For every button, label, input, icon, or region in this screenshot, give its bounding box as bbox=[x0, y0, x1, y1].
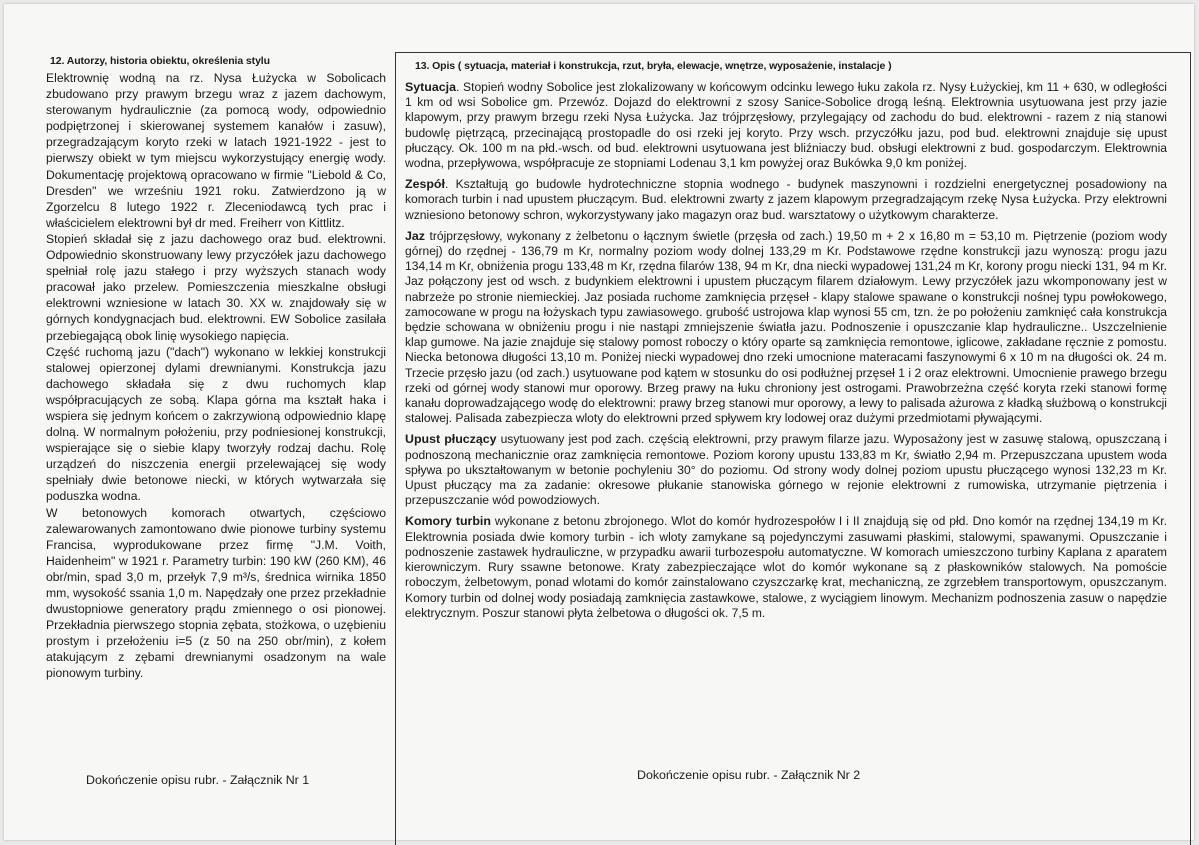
section-text: trójprzęsłowy, wykonany z żelbetonu o łącznym świetle (przęsła od zach.) 19,50 m + 2 x 16,80 m = 53,10 m. Piętrzenie (poziom wody górnej) do rzędnej - 136,79 m Kr, normalny poziom wody dolnej 133,29 m Kr. Podstawowe rzędne konstrukcji jazu wynoszą: progu jazu 134,14 m Kr, obniżenia progu 133,48 m Kr, rzędna filarów 138, 94 m Kr, dna niecki wypadowej 131,24 m Kr, korony progu niecki 131, 94 m Kr. Jaz połączony jest od wsch. z budynkiem elektrowni i upustem płuczącym filarem działowym. Lewy przyczółek jazu wkomponowany jest w nabrzeże po stronie niemieckiej. Jaz posiada ruchome zamknięcia przęseł - klapy stalowe spawane o konstrukcji nośnej typu powłokowego, zamocowane w progu na łożyskach typu zawiasowego. grubość ustrojowa klap wynosi 55 cm, tzn. że po położeniu zamknięć cała konstrukcja będzie schowana w obniżeniu progu i nie nastąpi zmniejszenie światła jazu. Podnoszenie i opuszczanie klap hydrauliczne.. Uszczelnienie klap gumowe. Na jazie znajduje się stalowy pomost roboczy o który oparte są zamknięcia remontowe, iglicowe, zakładane ręcznie z pomostu. Niecka betonowa długości 13,10 m. Poniżej niecki wypadowej dno rzeki umocnione materacami faszynowymi 6 x 10 m na długości ok. 24 m. Trzecie przęsło jazu (od zach.) usytuowane pod kątem w stosunku do osi podłużnej przęseł 1 i 2 oraz elektrowni. Umocnienie prawego brzegu rzeki od górnej wody stanowi mur oporowy. Brzeg prawy na łuku chroniony jest ostrogami. Prawobrzeżna część koryta rzeki stanowi formę kanału doprowadzającego wodę do elektrowni: prawy brzeg stanowi mur oporowy, a lewy to palisada ażurowa z kładką służbową o konstrukcji stalowej. Palisada zabezpiecza wloty do elektrowni przed spływem kry lodowej oraz dużymi przedmiotami pływającymi. bbox=[405, 228, 1167, 426]
column-divider bbox=[395, 52, 396, 845]
section-lead: Upust płuczący bbox=[405, 432, 497, 447]
section-text: usytuowany jest pod zach. częścią elektrowni, przy prawym filarze jazu. Wyposażony jest w zasuwę stalową, opuszczaną i podnoszoną mechanicznie oraz zamknięcia remontowe. Poziom korony upustu 133,83 m Kr, światło 2,94 m. Przepuszczana upustem woda spływa po ukształtowanym w betonie pochyleniu 30° do poziomu. Od strony wody dolnej poziom upustu płuczącego wynosi 132,23 m Kr. Upust płuczący ma za zadanie: okresowe płukanie stanowiska górnego w rejonie elektrowni z rumowiska, utrzymanie piętrzenia i przepuszczanie wód powodziowych. bbox=[405, 432, 1167, 508]
section-lead: Zespół bbox=[405, 177, 445, 192]
history-paragraph: Elektrownię wodną na rz. Nysa Łużycka w Sobolicach zbudowano przy prawym brzegu wraz z jazem dachowym, sterowanym hydraulicznie (za pomocą wody, odpowiednio podpiętrzonej i skierowanej systemem kanałów i zasuw), przegradzającym koryto rzeki w latach 1921-1922 - jest to pierwszy obiekt w tym miejscu wykorzystujący energię wody. Dokumentację projektową opracowano w firmie "Liebold & Co, Dresden" we wrześniu 1921 roku. Zatwierdzono ją w Zgorzelcu 8 lutego 1922 r. Zleceniodawcą tych prac i właścicielem elektrowni był dr med. Freiherr von Kittlitz. bbox=[46, 71, 386, 230]
header-rule bbox=[395, 52, 1191, 53]
history-paragraph: Część ruchomą jazu ("dach") wykonano w lekkiej konstrukcji stalowej opierzonej dylami drewnianymi. Konstrukcja jazu dachowego składała się z dwu ruchomych klap współpracujących ze sobą. Klapa górna ma kształt haka i wspiera się jednym końcem o zakrzywioną odpowiednio klapę dolną. W normalnym położeniu, przy podniesionej konstrukcji, wspierające się o siebie klapy tworzyły rodzaj dachu. Rolę urządzeń do niszczenia energii przelewającej się wody spełniały dwie betonowe niecki, w których wytwarzała się poduszka wodna. bbox=[46, 344, 386, 504]
left-footer-note: Dokończenie opisu rubr. - Załącznik Nr 1 bbox=[86, 773, 310, 787]
section-lead: Sytuacja bbox=[405, 80, 456, 94]
right-margin-rule bbox=[1190, 52, 1191, 845]
section-text: wykonane z betonu zbrojonego. Wlot do komór hydrozespołów I i II znajdują się od płd. Dno komór na rzędnej 134,19 m Kr. Elektrownia posiada dwie komory turbin - ich wloty zamykane są pojedynczymi zasuwami płaskimi, stalowymi, spawanymi. Opuszczanie i podnoszenie zastawek hydrauliczne, w przypadku awarii turbozespołu automatyczne. W komorach umieszczono turbiny Kaplana z aparatem kierowniczym. Rury ssawne betonowe. Kraty zabezpieczające wlot do komór wykonane są z płaskowników stalowych. Na pomoście roboczym, żelbetowym, ponad wlotami do komór zainstalowano czyszczarkę krat, mechaniczną, ze zgrzebłem transportowym, opuszczanym. Komory turbin od dolnej wody posiadają zamknięcia zastawkowe, stalowe, z wyciągiem linowym. Mechanizm podnoszenia zasuw o napędzie elektrycznym. Poszur stanowi płyta żelbetowa o długości ok. 7,5 m. bbox=[405, 514, 1168, 620]
right-footer-note: Dokończenie opisu rubr. - Załącznik Nr 2 bbox=[637, 768, 861, 782]
section-12-body bbox=[46, 70, 386, 682]
section-13-body bbox=[405, 80, 1167, 627]
description-section bbox=[405, 177, 1167, 223]
section-12-heading: 12. Autorzy, historia obiektu, określenia stylu bbox=[50, 55, 270, 67]
section-13-heading: 13. Opis ( sytuacja, materiał i konstrukcja, rzut, bryła, elewacje, wnętrze, wyposażenie, instalacje ) bbox=[415, 60, 892, 72]
section-lead: Komory turbin bbox=[405, 514, 491, 529]
section-text: . Stopień wodny Sobolice jest zlokalizowany w końcowym odcinku lewego łuku zakola rz. Nysy Łużyckiej, km 11 + 630, w odległości 1 km od wsi Sobolice gm. Przewóz. Dojazd do elektrowni z szosy Sanice-Sobolice drogą leśną. Elektrownia usytuowana jest przy jazie klapowym, przy prawym brzegu rzeki Nysa Łużycka. Jaz trójprzęsłowy, przylegający od zachodu do bud. elektrowni - razem z nią stanowi budowlę piętrzącą, przecinającą prostopadle do osi rzeki jej koryto. Przy wsch. przyczółku jazu, pod bud. elektrowni znajduje się upust płuczący. Ok. 100 m na płd.-wsch. od bud. elektrowni usytuowana jest bliźniaczy bud. obsługi elektrowni z bud. gospodarczym. Elektrownia wodna, przepływowa, współpracuje ze stopniami Lodenau 3,1 km powyżej oraz Bukówka 9,0 km poniżej. bbox=[405, 80, 1167, 171]
description-section bbox=[405, 229, 1167, 427]
history-paragraph: Stopień składał się z jazu dachowego oraz bud. elektrowni. Odpowiednio skonstruowany lewy przyczółek jazu dachowego spełniał rolę jazu stałego i przy wyższych stanach wody pracował jako przelew. Pomieszczenia mieszkalne obsługi elektrowni wzniesione w latach 30. XX w. znajdowały się w górnych kondygnacjach bud. elektrowni. EW Sobolice zasilała przebiegającą obok linię wysokiego napięcia. bbox=[46, 231, 386, 343]
description-section bbox=[405, 80, 1167, 171]
description-section bbox=[405, 514, 1167, 620]
section-text: . Kształtują go budowle hydrotechniczne stopnia wodnego - budynek maszynowni i rozdzielni energetycznej posadowiony na komorach turbin i nad upustem płuczącym. Bud. elektrowni zwarty z jazem klapowym przegradzającym rzekę Nysa Łużycka. Przy elektrowni wzniesiono betonowy schron, wykorzystywany jako magazyn oraz bud. warsztatowy o użytkowym charakterze. bbox=[405, 177, 1167, 222]
history-paragraph: W betonowych komorach otwartych, częściowo zalewarowanych zamontowano dwie pionowe turbiny systemu Francisa, wyprodukowane przez firmę "J.M. Voith, Haidenheim" w 1921 r. Parametry turbin: 190 kW (260 KM), 46 obr/min, spad 3,0 m, przełyk 7,9 m³/s, średnica wirnika 1850 mm, wysokość ssania 1,0 m. Napędzały one przez przekładnie dwustopniowe generatory prądu zmiennego o osi pionowej. Przekładnia pierwszego stopnia zębata, stożkowa, o uzębieniu prostym i przełożeniu i=5 (z 50 na 250 obr/min), z kołem atakującym z zębami drewnianymi osadzonym na wale pionowym turbiny. bbox=[46, 505, 386, 681]
section-lead: Jaz bbox=[405, 228, 425, 243]
description-section bbox=[405, 432, 1167, 508]
